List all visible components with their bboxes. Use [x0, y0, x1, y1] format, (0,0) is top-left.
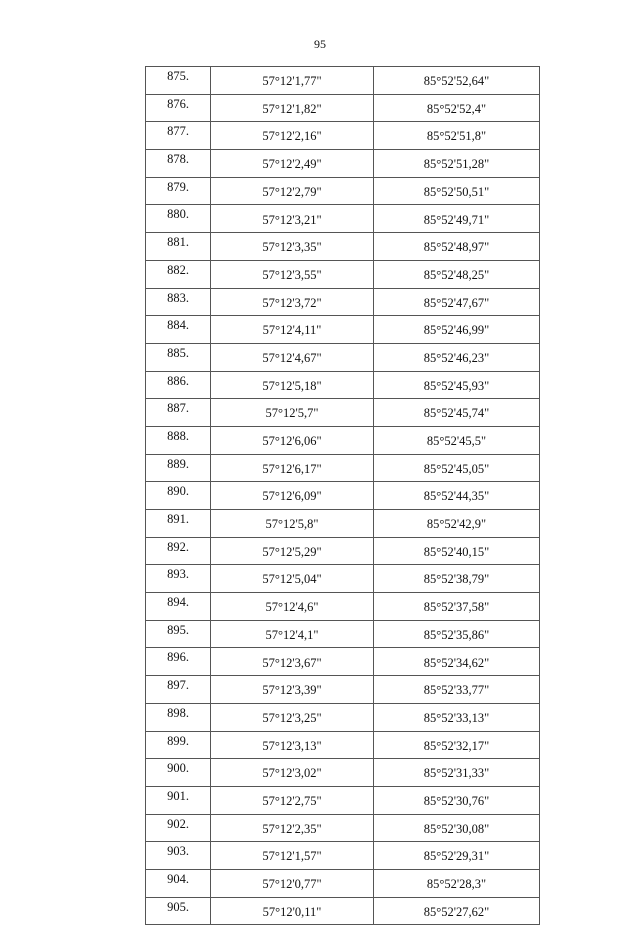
- table-row: [146, 786, 540, 814]
- longitude-cell: 85°52'45,74": [374, 399, 540, 427]
- point-number-cell: 878.: [146, 150, 211, 178]
- table-row: [146, 205, 540, 233]
- latitude-cell: 57°12'4,11": [211, 316, 374, 344]
- latitude-cell: 57°12'3,67": [211, 648, 374, 676]
- table-row: [146, 897, 540, 925]
- table-row: [146, 122, 540, 150]
- longitude-cell: 85°52'48,25": [374, 260, 540, 288]
- table-row: [146, 177, 540, 205]
- point-number-cell: 894.: [146, 593, 211, 621]
- table-row: [146, 510, 540, 538]
- latitude-cell: 57°12'2,75": [211, 786, 374, 814]
- longitude-cell: 85°52'49,71": [374, 205, 540, 233]
- coordinates-table: [145, 66, 540, 925]
- latitude-cell: 57°12'1,77": [211, 67, 374, 95]
- latitude-cell: 57°12'6,09": [211, 482, 374, 510]
- latitude-cell: 57°12'5,18": [211, 371, 374, 399]
- table-row: [146, 814, 540, 842]
- longitude-cell: 85°52'46,23": [374, 343, 540, 371]
- latitude-cell: 57°12'0,77": [211, 869, 374, 897]
- table-row: [146, 150, 540, 178]
- point-number-cell: 879.: [146, 177, 211, 205]
- longitude-cell: 85°52'30,76": [374, 786, 540, 814]
- table-row: [146, 676, 540, 704]
- longitude-cell: 85°52'42,9": [374, 510, 540, 538]
- table-row: [146, 454, 540, 482]
- table-row: [146, 731, 540, 759]
- longitude-cell: 85°52'33,77": [374, 676, 540, 704]
- table-row: [146, 537, 540, 565]
- latitude-cell: 57°12'3,02": [211, 759, 374, 787]
- latitude-cell: 57°12'2,16": [211, 122, 374, 150]
- latitude-cell: 57°12'3,25": [211, 703, 374, 731]
- table-row: [146, 371, 540, 399]
- table-row: [146, 869, 540, 897]
- point-number-cell: 899.: [146, 731, 211, 759]
- longitude-cell: 85°52'31,33": [374, 759, 540, 787]
- point-number-cell: 902.: [146, 814, 211, 842]
- point-number-cell: 900.: [146, 759, 211, 787]
- latitude-cell: 57°12'5,8": [211, 510, 374, 538]
- latitude-cell: 57°12'3,55": [211, 260, 374, 288]
- longitude-cell: 85°52'32,17": [374, 731, 540, 759]
- table-row: [146, 565, 540, 593]
- point-number-cell: 877.: [146, 122, 211, 150]
- latitude-cell: 57°12'5,29": [211, 537, 374, 565]
- point-number-cell: 896.: [146, 648, 211, 676]
- table-row: [146, 482, 540, 510]
- longitude-cell: 85°52'51,8": [374, 122, 540, 150]
- longitude-cell: 85°52'28,3": [374, 869, 540, 897]
- table-row: [146, 593, 540, 621]
- table-row: [146, 233, 540, 261]
- latitude-cell: 57°12'1,82": [211, 94, 374, 122]
- latitude-cell: 57°12'6,17": [211, 454, 374, 482]
- table-row: [146, 399, 540, 427]
- point-number-cell: 891.: [146, 510, 211, 538]
- table-row: [146, 759, 540, 787]
- longitude-cell: 85°52'29,31": [374, 842, 540, 870]
- point-number-cell: 883.: [146, 288, 211, 316]
- table-row: [146, 426, 540, 454]
- point-number-cell: 903.: [146, 842, 211, 870]
- point-number-cell: 884.: [146, 316, 211, 344]
- longitude-cell: 85°52'52,64": [374, 67, 540, 95]
- coordinates-table-body: [146, 67, 540, 925]
- longitude-cell: 85°52'30,08": [374, 814, 540, 842]
- longitude-cell: 85°52'44,35": [374, 482, 540, 510]
- longitude-cell: 85°52'51,28": [374, 150, 540, 178]
- longitude-cell: 85°52'47,67": [374, 288, 540, 316]
- latitude-cell: 57°12'6,06": [211, 426, 374, 454]
- latitude-cell: 57°12'2,79": [211, 177, 374, 205]
- point-number-cell: 893.: [146, 565, 211, 593]
- table-row: [146, 94, 540, 122]
- table-row: [146, 620, 540, 648]
- point-number-cell: 905.: [146, 897, 211, 925]
- point-number-cell: 898.: [146, 703, 211, 731]
- point-number-cell: 885.: [146, 343, 211, 371]
- longitude-cell: 85°52'35,86": [374, 620, 540, 648]
- point-number-cell: 892.: [146, 537, 211, 565]
- longitude-cell: 85°52'45,05": [374, 454, 540, 482]
- longitude-cell: 85°52'50,51": [374, 177, 540, 205]
- latitude-cell: 57°12'0,11": [211, 897, 374, 925]
- point-number-cell: 904.: [146, 869, 211, 897]
- point-number-cell: 881.: [146, 233, 211, 261]
- page-number: 95: [314, 37, 326, 51]
- point-number-cell: 889.: [146, 454, 211, 482]
- table-row: [146, 288, 540, 316]
- latitude-cell: 57°12'2,49": [211, 150, 374, 178]
- longitude-cell: 85°52'46,99": [374, 316, 540, 344]
- point-number-cell: 886.: [146, 371, 211, 399]
- latitude-cell: 57°12'4,67": [211, 343, 374, 371]
- table-row: [146, 260, 540, 288]
- point-number-cell: 880.: [146, 205, 211, 233]
- longitude-cell: 85°52'52,4": [374, 94, 540, 122]
- longitude-cell: 85°52'33,13": [374, 703, 540, 731]
- table-row: [146, 67, 540, 95]
- latitude-cell: 57°12'4,1": [211, 620, 374, 648]
- latitude-cell: 57°12'3,13": [211, 731, 374, 759]
- longitude-cell: 85°52'48,97": [374, 233, 540, 261]
- table-row: [146, 842, 540, 870]
- table-row: [146, 343, 540, 371]
- point-number-cell: 882.: [146, 260, 211, 288]
- table-row: [146, 703, 540, 731]
- point-number-cell: 890.: [146, 482, 211, 510]
- latitude-cell: 57°12'1,57": [211, 842, 374, 870]
- point-number-cell: 895.: [146, 620, 211, 648]
- longitude-cell: 85°52'38,79": [374, 565, 540, 593]
- latitude-cell: 57°12'5,7": [211, 399, 374, 427]
- point-number-cell: 875.: [146, 67, 211, 95]
- point-number-cell: 887.: [146, 399, 211, 427]
- latitude-cell: 57°12'5,04": [211, 565, 374, 593]
- point-number-cell: 897.: [146, 676, 211, 704]
- latitude-cell: 57°12'3,72": [211, 288, 374, 316]
- longitude-cell: 85°52'45,93": [374, 371, 540, 399]
- longitude-cell: 85°52'40,15": [374, 537, 540, 565]
- latitude-cell: 57°12'3,35": [211, 233, 374, 261]
- point-number-cell: 901.: [146, 786, 211, 814]
- table-row: [146, 648, 540, 676]
- point-number-cell: 888.: [146, 426, 211, 454]
- longitude-cell: 85°52'27,62": [374, 897, 540, 925]
- longitude-cell: 85°52'37,58": [374, 593, 540, 621]
- point-number-cell: 876.: [146, 94, 211, 122]
- longitude-cell: 85°52'34,62": [374, 648, 540, 676]
- latitude-cell: 57°12'3,21": [211, 205, 374, 233]
- latitude-cell: 57°12'2,35": [211, 814, 374, 842]
- latitude-cell: 57°12'4,6": [211, 593, 374, 621]
- longitude-cell: 85°52'45,5": [374, 426, 540, 454]
- table-row: [146, 316, 540, 344]
- latitude-cell: 57°12'3,39": [211, 676, 374, 704]
